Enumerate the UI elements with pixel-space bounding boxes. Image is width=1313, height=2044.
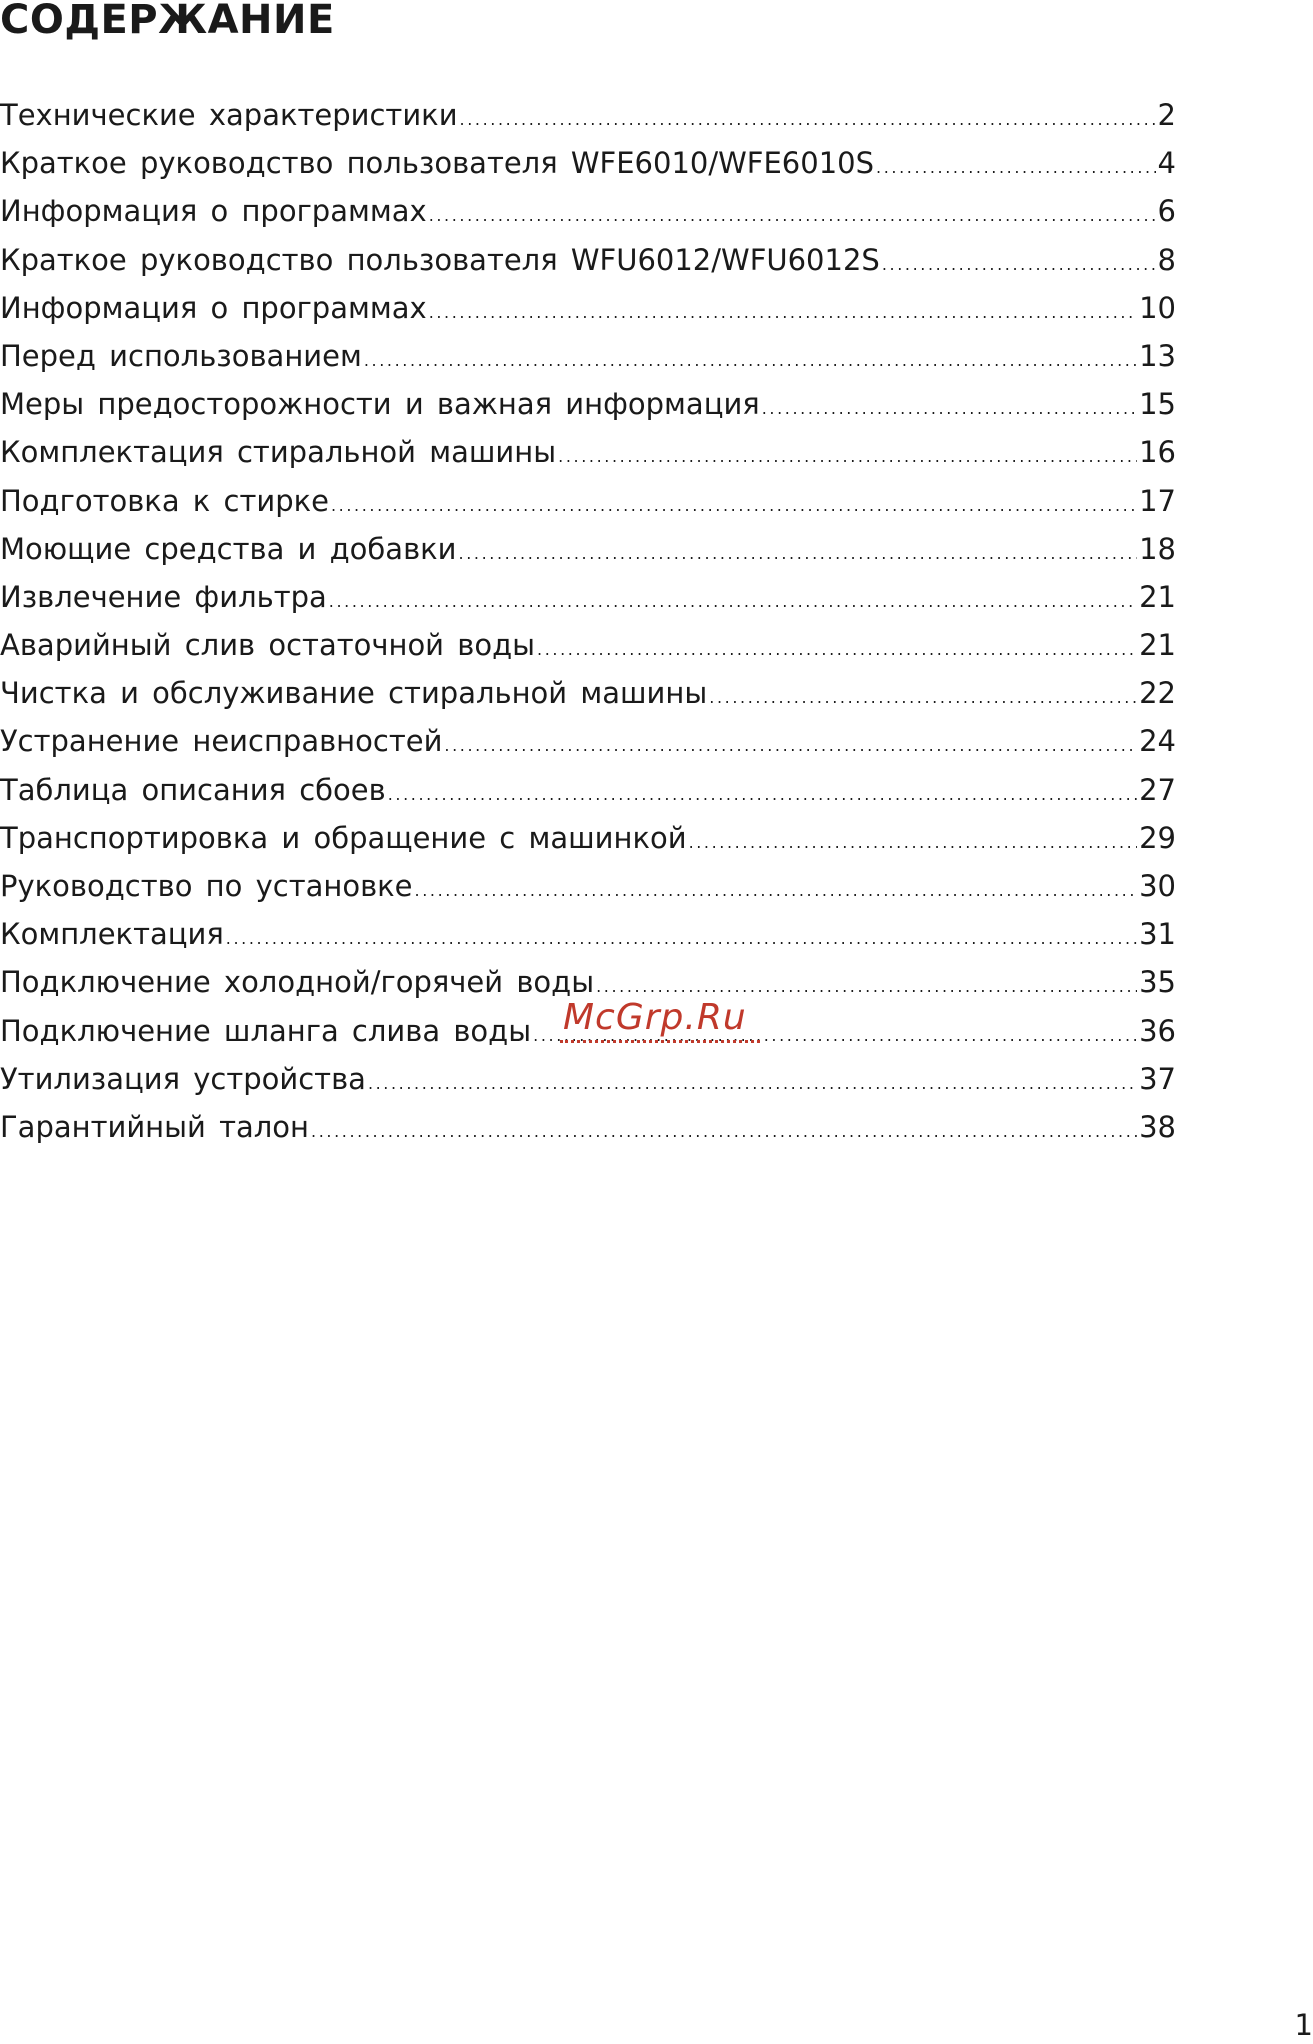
toc-entry-label: Информация о программах [0,194,427,229]
toc-entry-leader-dots [331,482,1137,530]
toc-entry[interactable] [0,380,1176,428]
toc-entry[interactable] [0,766,1176,814]
toc-entry-leader-dots [876,144,1156,192]
toc-entry[interactable] [0,477,1176,525]
toc-entry-label: Информация о программах [0,290,427,325]
toc-entry-leader-dots [460,96,1156,144]
toc-entry-page-number: 31 [1139,917,1176,952]
page-title: СОДЕРЖАНИЕ [0,0,335,43]
toc-entry-leader-dots [226,915,1137,963]
toc-entry-page-number: 16 [1139,435,1176,470]
toc-entry[interactable] [0,428,1176,476]
toc-entry-label: Извлечение фильтра [0,579,327,614]
toc-entry-leader-dots [689,819,1138,867]
toc-entry-label: Комплектация стиральной машины [0,435,557,470]
toc-entry[interactable] [0,1055,1176,1103]
toc-entry-page-number: 38 [1139,1109,1176,1144]
toc-entry-leader-dots [364,337,1137,385]
toc-entry-label: Технические характеристики [0,98,458,132]
toc-entry-label: Комплектация [0,917,224,952]
toc-entry-label: Моющие средства и добавки [0,531,457,566]
toc-entry[interactable] [0,621,1176,669]
toc-entry-page-number: 29 [1139,820,1176,855]
toc-entry-page-number: 24 [1139,724,1176,759]
toc-entry-page-number: 21 [1139,628,1176,663]
toc-entry-page-number: 17 [1139,483,1176,518]
toc-entry-leader-dots [368,1060,1137,1108]
table-of-contents [0,91,1176,1151]
toc-entry-label: Меры предосторожности и важная информация [0,387,760,422]
toc-entry-page-number: 2 [1157,98,1176,132]
toc-entry-leader-dots [882,241,1156,289]
toc-entry[interactable] [0,139,1176,187]
toc-entry[interactable] [0,669,1176,717]
toc-entry-page-number: 22 [1139,676,1176,711]
toc-entry[interactable] [0,91,1176,139]
toc-entry-page-number: 30 [1139,869,1176,903]
toc-entry-page-number: 36 [1139,1013,1176,1048]
toc-entry-leader-dots [459,530,1138,578]
toc-entry-leader-dots [388,771,1137,819]
toc-entry[interactable] [0,332,1176,380]
page-number: 1 [1294,2008,1313,2042]
toc-entry-label: Подготовка к стирке [0,483,329,518]
toc-entry-label: Гарантийный талон [0,1109,310,1144]
toc-entry-leader-dots [415,867,1138,915]
toc-entry-label: Аварийный слив остаточной воды [0,628,536,663]
toc-entry-leader-dots [709,674,1137,722]
toc-entry-label: Перед использованием [0,338,362,373]
toc-entry-page-number: 37 [1139,1061,1176,1096]
toc-entry[interactable] [0,573,1176,621]
toc-entry[interactable] [0,525,1176,573]
toc-entry-leader-dots [429,289,1137,337]
toc-entry-label: Краткое руководство пользователя WFU6012/WFU6012S [0,242,880,277]
toc-entry-label: Чистка и обслуживание стиральной машины [0,676,708,711]
toc-entry-page-number: 27 [1139,772,1176,807]
toc-entry-label: Подключение холодной/горячей воды [0,965,595,1000]
toc-entry-page-number: 15 [1139,387,1176,422]
toc-entry-leader-dots [311,1108,1137,1156]
toc-entry-label: Устранение неисправностей [0,724,443,759]
toc-entry[interactable] [0,1103,1176,1151]
toc-entry-page-number: 35 [1139,965,1176,1000]
toc-entry-page-number: 18 [1139,531,1176,566]
watermark: McGrp.Ru [563,997,747,1038]
toc-entry-page-number: 10 [1139,290,1176,325]
watermark-underline [560,1040,760,1043]
toc-entry-leader-dots [444,722,1137,770]
toc-entry-label: Руководство по установке [0,869,413,903]
toc-entry-leader-dots [537,626,1137,674]
toc-entry-label: Утилизация устройства [0,1061,366,1096]
toc-entry-page-number: 6 [1157,194,1176,229]
toc-entry[interactable] [0,187,1176,235]
toc-entry-leader-dots [329,578,1137,626]
toc-entry-label: Транспортировка и обращение с машинкой [0,820,687,855]
toc-entry-label: Краткое руководство пользователя WFE6010/WFE6010S [0,146,875,181]
toc-entry[interactable] [0,910,1176,958]
toc-entry-leader-dots [762,385,1137,433]
toc-entry-label: Подключение шланга слива воды [0,1013,532,1048]
toc-entry-label: Таблица описания сбоев [0,772,386,807]
toc-entry-leader-dots [558,433,1137,481]
toc-entry[interactable] [0,814,1176,862]
toc-entry-page-number: 21 [1139,579,1176,614]
toc-entry-leader-dots [429,192,1156,240]
toc-entry[interactable] [0,862,1176,910]
toc-entry-page-number: 13 [1139,338,1176,373]
toc-entry-page-number: 8 [1157,242,1176,277]
toc-entry[interactable] [0,236,1176,284]
toc-entry[interactable] [0,717,1176,765]
toc-entry[interactable] [0,284,1176,332]
toc-entry-page-number: 4 [1157,146,1176,181]
